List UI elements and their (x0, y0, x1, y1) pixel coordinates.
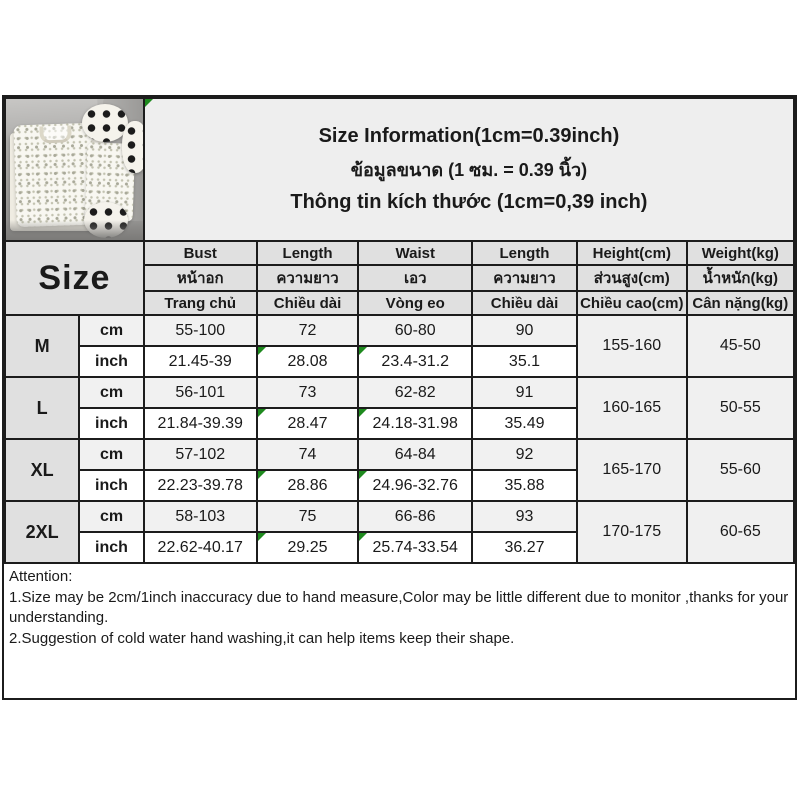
cell-2xl-waist-cm: 66-86 (358, 501, 472, 532)
excel-marker-icon (359, 533, 367, 541)
unit-cm: cm (79, 439, 144, 470)
title-cell (144, 98, 794, 241)
cell-value: 28.08 (287, 352, 328, 370)
cell-l-length-cm: 73 (257, 377, 359, 408)
col-header-bust-en: Bust (144, 241, 257, 265)
cell-m-waist-cm: 60-80 (358, 315, 472, 346)
col-header-length-vi: Chiều dài (257, 291, 359, 315)
col-header-waist-th: เอว (358, 265, 472, 291)
excel-marker-icon (145, 99, 153, 107)
cell-xl-height: 165-170 (577, 439, 687, 501)
size-table (4, 97, 795, 564)
unit-inch: inch (79, 408, 144, 439)
excel-marker-icon (258, 533, 266, 541)
cell-l-length-inch (257, 408, 359, 439)
size-header: Size (5, 241, 144, 315)
cell-l-bust-inch: 21.84-39.39 (144, 408, 257, 439)
col-header-bust-th: หน้าอก (144, 265, 257, 291)
title-vietnamese: Thông tin kích thước (1cm=0,39 inch) (290, 191, 648, 213)
sofa-shadow (6, 220, 143, 240)
cell-value: 23.4-31.2 (381, 352, 450, 370)
unit-cm: cm (79, 315, 144, 346)
attention-item-2: 2.Suggestion of cold water hand washing,it can help items keep their shape. (9, 630, 515, 648)
cell-l-length2-cm: 91 (472, 377, 577, 408)
unit-inch: inch (79, 532, 144, 563)
polka-dot-hat (122, 121, 143, 173)
cell-2xl-length2-inch: 36.27 (472, 532, 577, 563)
excel-marker-icon (258, 347, 266, 355)
cell-xl-length2-cm: 92 (472, 439, 577, 470)
cell-m-bust-cm: 55-100 (144, 315, 257, 346)
excel-marker-icon (359, 471, 367, 479)
excel-marker-icon (359, 347, 367, 355)
col-header-height-en: Height(cm) (577, 241, 687, 265)
size-label-l: L (5, 377, 79, 439)
cell-xl-bust-inch: 22.23-39.78 (144, 470, 257, 501)
cell-value: 24.96-32.76 (372, 476, 458, 494)
cell-xl-length-inch (257, 470, 359, 501)
attention-heading: Attention: (9, 568, 73, 585)
cell-xl-length2-inch: 35.88 (472, 470, 577, 501)
size-label-xl: XL (5, 439, 79, 501)
cell-m-waist-inch (358, 346, 472, 377)
col-header-waist-vi: Vòng eo (358, 291, 472, 315)
cell-l-waist-inch (358, 408, 472, 439)
pajama-shirt (13, 123, 95, 228)
unit-cm: cm (79, 377, 144, 408)
unit-inch: inch (79, 346, 144, 377)
title-english: Size Information(1cm=0.39inch) (318, 125, 620, 147)
attention-notes (4, 564, 795, 698)
cell-value: 24.18-31.98 (372, 414, 458, 432)
cell-m-length2-cm: 90 (472, 315, 577, 346)
excel-marker-icon (359, 409, 367, 417)
cell-m-length-inch (257, 346, 359, 377)
col-header-length-th: ความยาว (257, 265, 359, 291)
product-photo-scene (6, 99, 143, 240)
cell-2xl-length-cm: 75 (257, 501, 359, 532)
cell-value: 29.25 (287, 538, 328, 556)
cell-2xl-bust-inch: 22.62-40.17 (144, 532, 257, 563)
col-header-weight-th: น้ำหนัก(kg) (687, 265, 794, 291)
col-header-waist-en: Waist (358, 241, 472, 265)
cell-xl-weight: 55-60 (687, 439, 794, 501)
cell-value: 25.74-33.54 (372, 538, 458, 556)
cell-l-waist-cm: 62-82 (358, 377, 472, 408)
cell-l-bust-cm: 56-101 (144, 377, 257, 408)
col-header-weight-en: Weight(kg) (687, 241, 794, 265)
cell-2xl-length-inch (257, 532, 359, 563)
cell-value: 28.86 (287, 476, 328, 494)
cell-value: 28.47 (287, 414, 328, 432)
cell-m-height: 155-160 (577, 315, 687, 377)
product-photo (5, 98, 144, 241)
col-header-weight-vi: Cân nặng(kg) (687, 291, 794, 315)
cell-xl-waist-inch (358, 470, 472, 501)
col-header-length2-vi: Chiều dài (472, 291, 577, 315)
col-header-length2-en: Length (472, 241, 577, 265)
col-header-height-vi: Chiều cao(cm) (577, 291, 687, 315)
shirt-collar (39, 125, 72, 143)
cell-2xl-length2-cm: 93 (472, 501, 577, 532)
cell-xl-length-cm: 74 (257, 439, 359, 470)
size-label-m: M (5, 315, 79, 377)
polka-dot-hat (82, 104, 128, 142)
excel-marker-icon (258, 471, 266, 479)
cell-l-weight: 50-55 (687, 377, 794, 439)
unit-cm: cm (79, 501, 144, 532)
cell-m-bust-inch: 21.45-39 (144, 346, 257, 377)
size-chart-sheet (2, 95, 797, 700)
cell-2xl-height: 170-175 (577, 501, 687, 563)
col-header-length-en: Length (257, 241, 359, 265)
col-header-length2-th: ความยาว (472, 265, 577, 291)
attention-item-1: 1.Size may be 2cm/1inch inaccuracy due to hand measure,Color may be little different due to monitor ,thanks for your understanding. (9, 588, 789, 627)
col-header-height-th: ส่วนสูง(cm) (577, 265, 687, 291)
cell-m-length-cm: 72 (257, 315, 359, 346)
cell-l-length2-inch: 35.49 (472, 408, 577, 439)
cell-m-length2-inch: 35.1 (472, 346, 577, 377)
cell-xl-waist-cm: 64-84 (358, 439, 472, 470)
size-label-2xl: 2XL (5, 501, 79, 563)
title-thai: ข้อมูลขนาด (1 ซม. = 0.39 นิ้ว) (350, 160, 588, 180)
col-header-bust-vi: Trang chủ (144, 291, 257, 315)
unit-inch: inch (79, 470, 144, 501)
cell-xl-bust-cm: 57-102 (144, 439, 257, 470)
cell-2xl-bust-cm: 58-103 (144, 501, 257, 532)
cell-2xl-weight: 60-65 (687, 501, 794, 563)
cell-2xl-waist-inch (358, 532, 472, 563)
cell-l-height: 160-165 (577, 377, 687, 439)
excel-marker-icon (258, 409, 266, 417)
title-block (145, 125, 793, 214)
cell-m-weight: 45-50 (687, 315, 794, 377)
